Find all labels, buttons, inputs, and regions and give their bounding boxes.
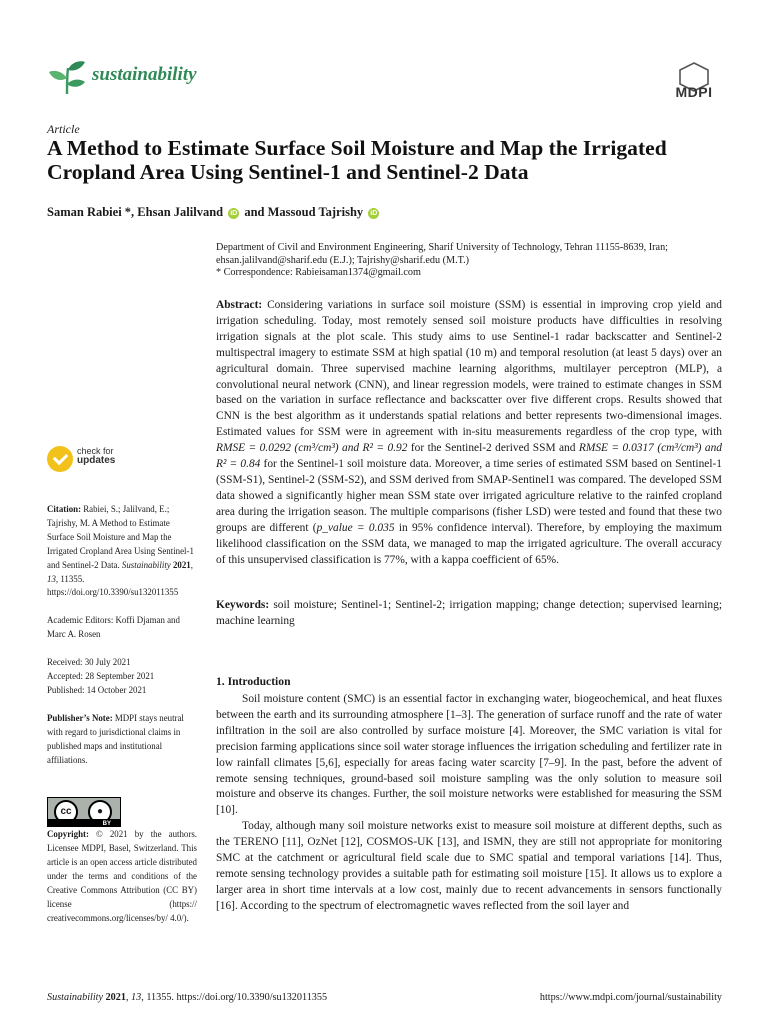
introduction-body bbox=[216, 692, 722, 915]
check-line1: check for bbox=[77, 446, 114, 456]
person-icon: ● bbox=[88, 800, 112, 824]
orcid-icon[interactable]: iD bbox=[370, 210, 378, 217]
abstract bbox=[216, 298, 722, 568]
abstract-math-2: RMSE = 0.0317 (cm³/cm³) and R² = 0.84 bbox=[216, 442, 722, 471]
sidebar-metadata bbox=[47, 503, 197, 782]
journal-name: sustainability bbox=[92, 64, 197, 85]
footer-citation: Sustainability 2021, 13, 11355. https://doi.org/10.3390/su132011355 bbox=[47, 992, 328, 1003]
check-for-updates-button[interactable] bbox=[47, 444, 127, 494]
abstract-text-d: in 95% confidence interval). Therefore, by employing the maximum likelihood classification on the SSM data, we managed to map the irrigated agriculture. The overall accuracy of this unsupervised classification is 77%, with a kappa coefficient of 65%. bbox=[216, 521, 722, 566]
keywords-label: Keywords: bbox=[216, 599, 270, 611]
article-title: A Method to Estimate Surface Soil Moisture and Map the Irrigated Cropland Area Using Sentinel-1 and Sentinel-2 Data bbox=[47, 136, 667, 184]
cc-by-label: BY bbox=[102, 821, 111, 827]
citation-label: Citation: bbox=[47, 504, 82, 514]
citation-volume: 13 bbox=[47, 573, 56, 584]
footer-journal: Sustainability bbox=[47, 992, 104, 1003]
copyright-label: Copyright: bbox=[47, 829, 89, 839]
publisher-note-label: Publisher’s Note: bbox=[47, 712, 113, 723]
authors-first: Saman Rabiei *, Ehsan Jalilvand bbox=[47, 205, 224, 219]
publisher-note bbox=[47, 712, 197, 768]
citation-text: Rabiei, S.; Jalilvand, E.; Tajrishy, M. A Method to Estimate Surface Soil Moisture and Map the Irrigated Cropland Area Using Sentinel-1 and Sentinel-2 Data. bbox=[47, 504, 194, 570]
footer-year: 2021 bbox=[105, 992, 126, 1003]
affiliation-line: Department of Civil and Environment Engineering, Sharif University of Technology, Tehran 11155-8639, Iran; bbox=[216, 242, 668, 253]
footer-journal-url[interactable]: https://www.mdpi.com/journal/sustainability bbox=[539, 992, 722, 1003]
orcid-icon[interactable]: iD bbox=[230, 210, 238, 217]
paragraph: Today, although many soil moisture networks exist to measure soil moisture at different depths, such as the TERENO [11], OzNet [12], COSMOS-UK [13], and ISMN, they are still not appropriate for monitoring SMC at the catchment or agricultural field scale due to SMC spatial and temporal variations [14]. Thus, remote sensing technology provides a suitable path for estimating soil moisture [15]. It allows us to explore a larger area in short time intervals at a low cost, mainly due to recent advancements in sensors functionally [16]. According to the spectrum of electromagnetic waves reflected from the soil layer and bbox=[216, 820, 722, 912]
citation-year: 2021 bbox=[172, 559, 191, 570]
affiliation-emails: ehsan.jalilvand@sharif.edu (E.J.); Tajrishy@sharif.edu (M.T.) bbox=[216, 254, 470, 266]
cc-by-license-icon[interactable] bbox=[47, 797, 121, 827]
abstract-math-1: RMSE = 0.0292 (cm³/cm³) and R² = 0.92 bbox=[216, 442, 408, 455]
citation-journal: Sustainability bbox=[121, 559, 171, 570]
checkmark-glyph bbox=[53, 450, 69, 466]
copyright-notice bbox=[47, 827, 197, 925]
published-date: Published: 14 October 2021 bbox=[47, 684, 147, 695]
dates bbox=[47, 656, 197, 698]
check-line2: updates bbox=[77, 455, 116, 466]
footer-volume: 13 bbox=[131, 992, 142, 1003]
affiliations bbox=[216, 242, 726, 280]
copyright-text: © 2021 by the authors. Licensee MDPI, Basel, Switzerland. This article is an open access article distributed under the terms and conditions of the Creative Commons Attribution (CC BY) license (https:// creativecommons.org/licenses/by/ 4.0/). bbox=[47, 829, 197, 923]
abstract-text-c: for the Sentinel-1 soil moisture data. Moreover, a time series of estimated SSM based on Sentinel-1 (SSM-S1), Sentinel-2 (SSM-S2), and SSM derived from SMAP-Sentinel1 was compared. The developed SSM data showed a significantly higher mean SSM state over irrigated agriculture relative to the rainfed cropland area during the irrigation season. The multiple comparisons (fisher LSD) were tested and found that these two groups are different ( bbox=[216, 458, 722, 534]
cc-icon: cc bbox=[54, 800, 78, 824]
accepted-date: Accepted: 28 September 2021 bbox=[47, 671, 155, 682]
publisher-note-text: MDPI stays neutral with regard to jurisdictional claims in published maps and institutional affiliations. bbox=[47, 712, 184, 765]
author-list bbox=[47, 205, 381, 220]
authors-last: and Massoud Tajrishy bbox=[244, 205, 364, 219]
publisher-name: MDPI bbox=[675, 84, 713, 100]
checkmark-icon bbox=[47, 446, 73, 472]
citation: Citation: Rabiei, S.; Jalilvand, E.; Tajrishy, M. A Method to Estimate Surface Soil Moisture and Map the Irrigated Cropland Area Using Sentinel-1 and Sentinel-2 Data. Sustainability 2021, 13, 11355. https://doi.org/10.3390/su132011355 bbox=[47, 504, 194, 598]
article-type: Article bbox=[47, 122, 80, 136]
abstract-text-b: for the Sentinel-2 derived SSM and bbox=[407, 442, 579, 455]
abstract-label: Abstract: bbox=[216, 299, 263, 311]
abstract-math-3: p_value = 0.035 bbox=[316, 521, 395, 534]
mdpi-logo bbox=[668, 62, 720, 98]
paragraph: Soil moisture content (SMC) is an essential factor in exchanging water, biogeochemical, and heat fluxes between the earth and its surrounding atmosphere [1–3]. The generation of surface runoff and the rate of water infiltration in the soil are also controlled by surface moisture [4]. Moreover, the SMC variation is vital for precision farming applications since soil water storage influences the irrigation scheduling and fertilizer rate in low rainfall climates [5,6], especially for areas facing water scarcity [7–9]. In the past, before the advent of remote sensing techniques, ground-based soil moisture sampling was the only solution to measure soil moisture and observe its changes. Further, the soil moisture networks were established for measuring the SSM [10]. bbox=[216, 693, 722, 817]
check-updates-label bbox=[77, 446, 115, 466]
correspondence: * Correspondence: Rabieisaman1374@gmail.com bbox=[216, 267, 421, 278]
section-heading-introduction: 1. Introduction bbox=[216, 675, 291, 688]
footer-doi[interactable]: , 11355. https://doi.org/10.3390/su132011355 bbox=[141, 992, 328, 1003]
sustainability-leaf-logo bbox=[47, 58, 87, 96]
citation-doi[interactable]: , 11355. https://doi.org/10.3390/su132011355 bbox=[47, 573, 179, 598]
academic-editors: Academic Editors: Koffi Djaman and Marc A. Rosen bbox=[47, 615, 180, 640]
abstract-text-a: Considering variations in surface soil moisture (SSM) is essential in improving crop yield and irrigation scheduling. Today, most remotely sensed soil moisture products have difficulties in resolving irrigation signals at the plot scale. This study aims to use Sentinel-1 radar backscatter and Sentinel-2 multispectral imagery to estimate SSM at high spatial (10 m) and temporal resolution (at least 5 days) over an agricultural domain. Three supervised machine learning algorithms, multilayer perceptron (MLP), a convolutional neural network (CNN), and linear regression models, were trained to estimate changes in SSM based on the variation in surface reflectance and backscatter over five different crops. Results showed that CNN is the best algorithm as it understands spatial relations and better represents two-dimensional images. Estimated values for SSM were in agreement with in-situ measurements regardless of the crop type, with bbox=[216, 299, 722, 439]
keywords bbox=[216, 598, 722, 630]
keywords-text: soil moisture; Sentinel-1; Sentinel-2; irrigation mapping; change detection; supervised learning; machine learning bbox=[216, 599, 722, 627]
received-date: Received: 30 July 2021 bbox=[47, 657, 131, 668]
